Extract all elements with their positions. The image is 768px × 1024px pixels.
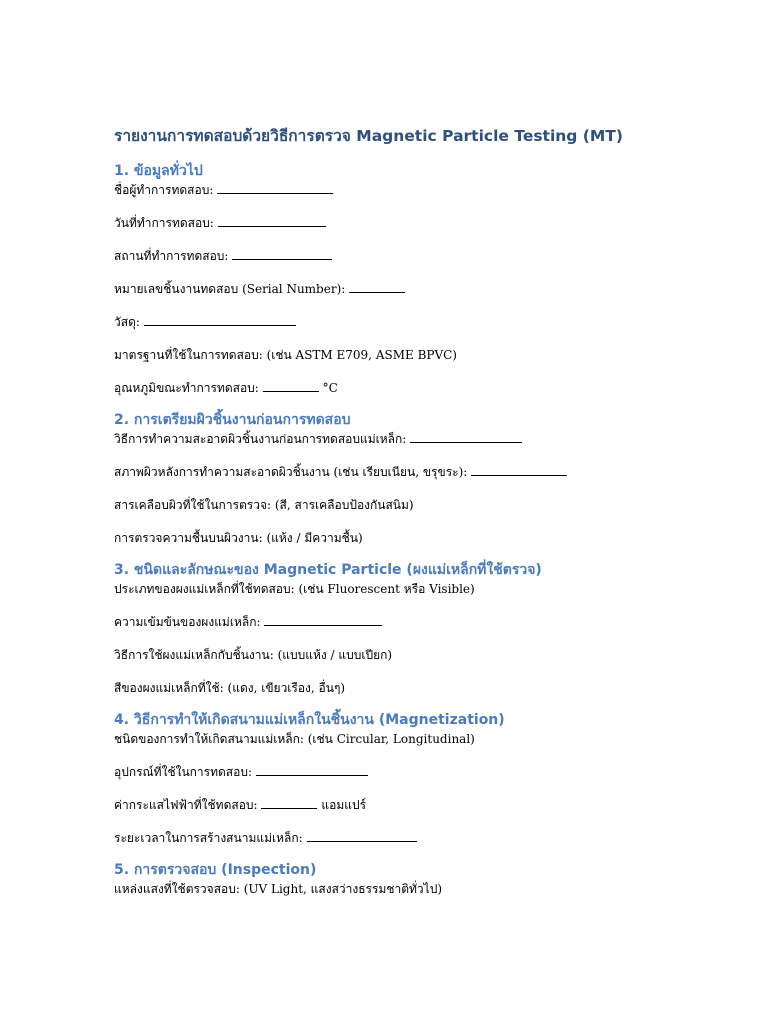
field-unit: แอมแปร์ <box>321 798 367 812</box>
form-field <box>114 347 714 364</box>
field-label: สถานที่ทำการทดสอบ: <box>114 249 229 263</box>
field-unit: °C <box>322 381 338 395</box>
field-label: ความเข้มข้นของผงแม่เหล็ก: <box>114 615 261 629</box>
form-field <box>114 647 714 664</box>
section-heading: 5. การตรวจสอบ (Inspection) <box>114 862 317 878</box>
fill-in-blank[interactable] <box>217 182 333 194</box>
field-label: หมายเลขชิ้นงานทดสอบ (Serial Number): <box>114 282 346 296</box>
form-field <box>114 764 714 781</box>
field-label: ประเภทของผงแม่เหล็กที่ใช้ทดสอบ: (เช่น Fluorescent หรือ Visible) <box>114 582 475 596</box>
fill-in-blank[interactable] <box>232 248 332 260</box>
form-field <box>114 431 714 448</box>
fill-in-blank[interactable] <box>263 380 319 392</box>
field-label: ค่ากระแสไฟฟ้าที่ใช้ทดสอบ: <box>114 798 258 812</box>
field-label: สีของผงแม่เหล็กที่ใช้: (แดง, เขียวเรือง, อื่นๆ) <box>114 681 346 695</box>
field-label: การตรวจความชื้นบนผิวงาน: (แห้ง / มีความชื้น) <box>114 531 363 545</box>
fill-in-blank[interactable] <box>349 281 405 293</box>
fill-in-blank[interactable] <box>471 464 567 476</box>
field-label: อุณหภูมิขณะทำการทดสอบ: <box>114 381 259 395</box>
form-field <box>114 881 714 898</box>
form-field <box>114 314 714 331</box>
field-label: ชนิดของการทำให้เกิดสนามแม่เหล็ก: (เช่น Circular, Longitudinal) <box>114 732 475 746</box>
field-label: วิธีการทำความสะอาดผิวชิ้นงานก่อนการทดสอบแม่เหล็ก: <box>114 432 407 446</box>
fill-in-blank[interactable] <box>307 830 417 842</box>
field-label: ชื่อผู้ทำการทดสอบ: <box>114 183 214 197</box>
field-label: วิธีการใช้ผงแม่เหล็กกับชิ้นงาน: (แบบแห้ง / แบบเปียก) <box>114 648 393 662</box>
field-label: มาตรฐานที่ใช้ในการทดสอบ: (เช่น ASTM E709, ASME BPVC) <box>114 348 457 362</box>
form-field <box>114 464 714 481</box>
fill-in-blank[interactable] <box>264 614 382 626</box>
section-4 <box>114 709 714 847</box>
form-field <box>114 680 714 697</box>
fill-in-blank[interactable] <box>256 764 368 776</box>
form-field <box>114 182 714 199</box>
fill-in-blank[interactable] <box>144 314 296 326</box>
form-field <box>114 530 714 547</box>
fill-in-blank[interactable] <box>410 431 522 443</box>
section-heading: 2. การเตรียมผิวชิ้นงานก่อนการทดสอบ <box>114 412 351 428</box>
field-label: สภาพผิวหลังการทำความสะอาดผิวชิ้นงาน (เช่น เรียบเนียน, ขรุขระ): <box>114 465 468 479</box>
form-field <box>114 497 714 514</box>
field-label: วันที่ทำการทดสอบ: <box>114 216 214 230</box>
section-5 <box>114 859 714 898</box>
section-heading: 1. ข้อมูลทั่วไป <box>114 163 203 179</box>
form-field <box>114 215 714 232</box>
form-field <box>114 248 714 265</box>
fill-in-blank[interactable] <box>261 797 317 809</box>
form-field <box>114 614 714 631</box>
section-heading: 3. ชนิดและลักษณะของ Magnetic Particle (ผงแม่เหล็กที่ใช้ตรวจ) <box>114 562 542 578</box>
field-label: วัสดุ: <box>114 315 140 329</box>
section-1 <box>114 160 714 397</box>
sections-container <box>114 160 714 898</box>
form-field <box>114 731 714 748</box>
form-field <box>114 380 714 397</box>
section-3 <box>114 559 714 697</box>
form-field <box>114 830 714 847</box>
section-heading: 4. วิธีการทำให้เกิดสนามแม่เหล็กในชิ้นงาน (Magnetization) <box>114 712 505 728</box>
field-label: อุปกรณ์ที่ใช้ในการทดสอบ: <box>114 765 252 779</box>
field-label: สารเคลือบผิวที่ใช้ในการตรวจ: (สี, สารเคลือบป้องกันสนิม) <box>114 498 414 512</box>
form-field <box>114 797 714 814</box>
field-label: แหล่งแสงที่ใช้ตรวจสอบ: (UV Light, แสงสว่างธรรมชาติทั่วไป) <box>114 882 443 896</box>
document-title: รายงานการทดสอบด้วยวิธีการตรวจ Magnetic Particle Testing (MT) <box>114 127 623 145</box>
form-field <box>114 281 714 298</box>
document-page <box>114 122 714 910</box>
field-label: ระยะเวลาในการสร้างสนามแม่เหล็ก: <box>114 831 303 845</box>
section-2 <box>114 409 714 547</box>
fill-in-blank[interactable] <box>218 215 326 227</box>
form-field <box>114 581 714 598</box>
